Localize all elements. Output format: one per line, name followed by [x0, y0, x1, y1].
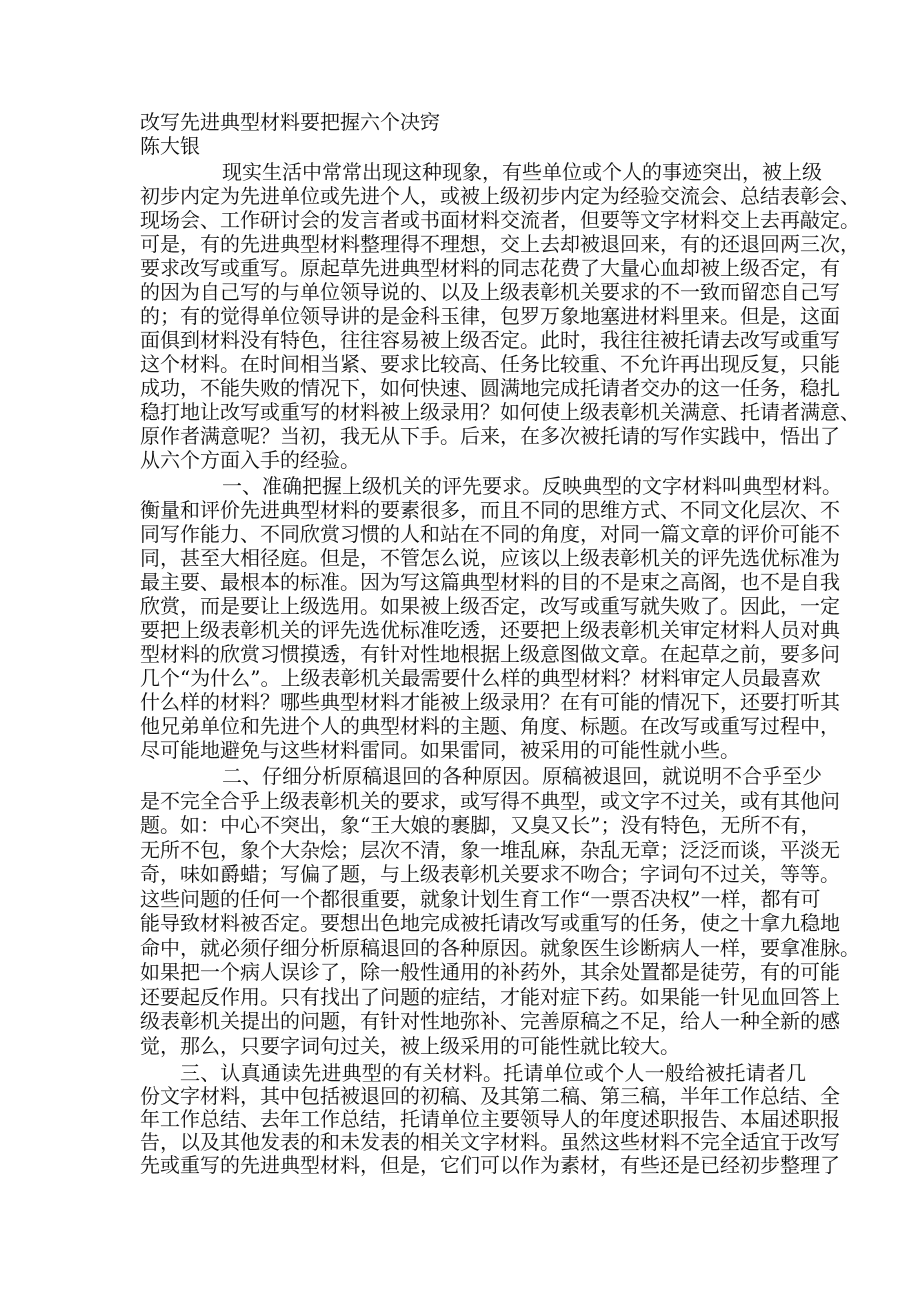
text-line: 稳打地让改写或重写的材料被上级录用？如何使上级表彰机关满意、托请者满意、 [140, 400, 860, 424]
paragraph-section-2 [140, 764, 860, 1058]
text-line: 从六个方面入手的经验。 [140, 448, 360, 472]
text-line: 一、准确把握上级机关的评先要求。反映典型的文字材料叫典型材料。 [222, 474, 842, 498]
document-title: 改写先进典型材料要把握六个决窍 [140, 110, 440, 134]
text-line: 命中，就必须仔细分析原稿退回的各种原因。就象医生诊断病人一样，要拿准脉。 [140, 935, 860, 960]
text-line: 可是，有的先进典型材料整理得不理想，交上去却被退回来，有的还退回两三次， [140, 232, 860, 256]
text-line: 是不完全合乎上级表彰机关的要求，或写得不典型，或文字不过关，或有其他问 [140, 788, 840, 813]
text-line: 题。如：中心不突出，象“王大娘的裹脚，又臭又长”；没有特色，无所不有， [140, 813, 821, 837]
paragraph-intro [140, 160, 860, 472]
paragraph-section-3 [140, 1061, 840, 1177]
text-line: 欣赏，而是要让上级选用。如果被上级否定，改写或重写就失败了。因此，一定 [140, 594, 840, 618]
document-header [140, 110, 806, 158]
text-line: 能导致材料被否定。要想出色地完成被托请改写或重写的任务，使之十拿九稳地 [140, 911, 840, 935]
text-line: 现场会、工作研讨会的发言者或书面材料交流者，但要等文字材料交上去再敲定。 [140, 208, 860, 232]
text-line: 最主要、最根本的标准。因为写这篇典型材料的目的不是束之高阁，也不是自我 [140, 570, 840, 594]
text-line: 几个“为什么”。上级表彰机关最需要什么样的典型材料？材料审定人员最喜欢 [140, 666, 821, 690]
text-line: 觉，那么，只要字词句过关，被上级采用的可能性就比较大。 [140, 1033, 680, 1058]
text-line: 份文字材料，其中包括被退回的初稿、及其第二稿、第三稿，半年工作总结、全 [140, 1084, 840, 1108]
text-line: 这些问题的任何一个都很重要，就象计划生育工作“一票否决权”一样，都有可 [140, 886, 821, 911]
paragraph-section-1 [140, 474, 842, 762]
document-author: 陈大银 [140, 134, 200, 158]
text-line: 同，甚至大相径庭。但是，不管怎么说，应该以上级表彰机关的评先选优标准为 [140, 546, 840, 570]
text-line: 年工作总结、去年工作总结，托请单位主要领导人的年度述职报告、本届述职报 [140, 1107, 840, 1131]
text-line: 他兄弟单位和先进个人的典型材料的主题、角度、标题。在改写或重写过程中， [140, 714, 840, 738]
text-line: 同写作能力、不同欣赏习惯的人和站在不同的角度，对同一篇文章的评价可能不 [140, 522, 840, 546]
text-line: 要求改写或重写。原起草先进典型材料的同志花费了大量心血却被上级否定，有 [140, 256, 840, 280]
text-line: 初步内定为先进单位或先进个人，或被上级初步内定为经验交流会、总结表彰会、 [140, 184, 860, 208]
text-line: 的因为自己写的与单位领导说的、以及上级表彰机关要求的不一致而留恋自己写 [140, 280, 840, 304]
text-line: 要把上级表彰机关的评先选优标准吃透，还要把上级表彰机关审定材料人员对典 [140, 618, 840, 642]
text-line: 的；有的觉得单位领导讲的是金科玉律，包罗万象地塞进材料里来。但是，这面 [140, 304, 840, 328]
text-line: 级表彰机关提出的问题，有针对性地弥补、完善原稿之不足，给人一种全新的感 [140, 1009, 840, 1033]
text-line: 型材料的欣赏习惯摸透，有针对性地根据上级意图做文章。在起草之前，要多问 [140, 642, 840, 666]
text-line: 面俱到材料没有特色，往往容易被上级否定。此时，我往往被托请去改写或重写 [140, 328, 840, 352]
text-line: 如果把一个病人误诊了，除一般性通用的补药外，其余处置都是徒劳，有的可能 [140, 960, 840, 984]
text-line: 无所不包，象个大杂烩；层次不清，象一堆乱麻，杂乱无章；泛泛而谈，平淡无 [140, 837, 840, 862]
text-line: 衡量和评价先进典型材料的要素很多，而且不同的思维方式、不同文化层次、不 [140, 498, 840, 522]
text-line: 先或重写的先进典型材料，但是，它们可以作为素材，有些还是已经初步整理了 [140, 1153, 840, 1177]
text-line: 告，以及其他发表的和未发表的相关文字材料。虽然这些材料不完全适宜于改写 [140, 1130, 840, 1154]
text-line: 成功，不能失败的情况下，如何快速、圆满地完成托请者交办的这一任务，稳扎 [140, 376, 840, 400]
text-line: 奇，味如爵蜡；写偏了题，与上级表彰机关要求不吻合；字词句不过关，等等。 [140, 862, 840, 886]
text-line: 什么样的材料？哪些典型材料才能被上级录用？在有可能的情况下，还要打听其 [140, 690, 840, 714]
text-line: 二、仔细分析原稿退回的各种原因。原稿被退回，就说明不合乎至少 [222, 764, 822, 788]
text-line: 这个材料。在时间相当紧、要求比较高、任务比较重、不允许再出现反复，只能 [140, 352, 840, 376]
text-line: 三、认真通读先进典型的有关材料。托请单位或个人一般给被托请者几 [180, 1061, 806, 1085]
text-line: 尽可能地避免与这些材料雷同。如果雷同，被采用的可能性就小些。 [140, 738, 740, 762]
text-line: 现实生活中常常出现这种现象，有些单位或个人的事迹突出，被上级 [222, 160, 822, 184]
text-line: 还要起反作用。只有找出了问题的症结，才能对症下药。如果能一针见血回答上 [140, 984, 840, 1009]
text-line: 原作者满意呢？当初，我无从下手。后来，在多次被托请的写作实践中，悟出了 [140, 424, 840, 448]
